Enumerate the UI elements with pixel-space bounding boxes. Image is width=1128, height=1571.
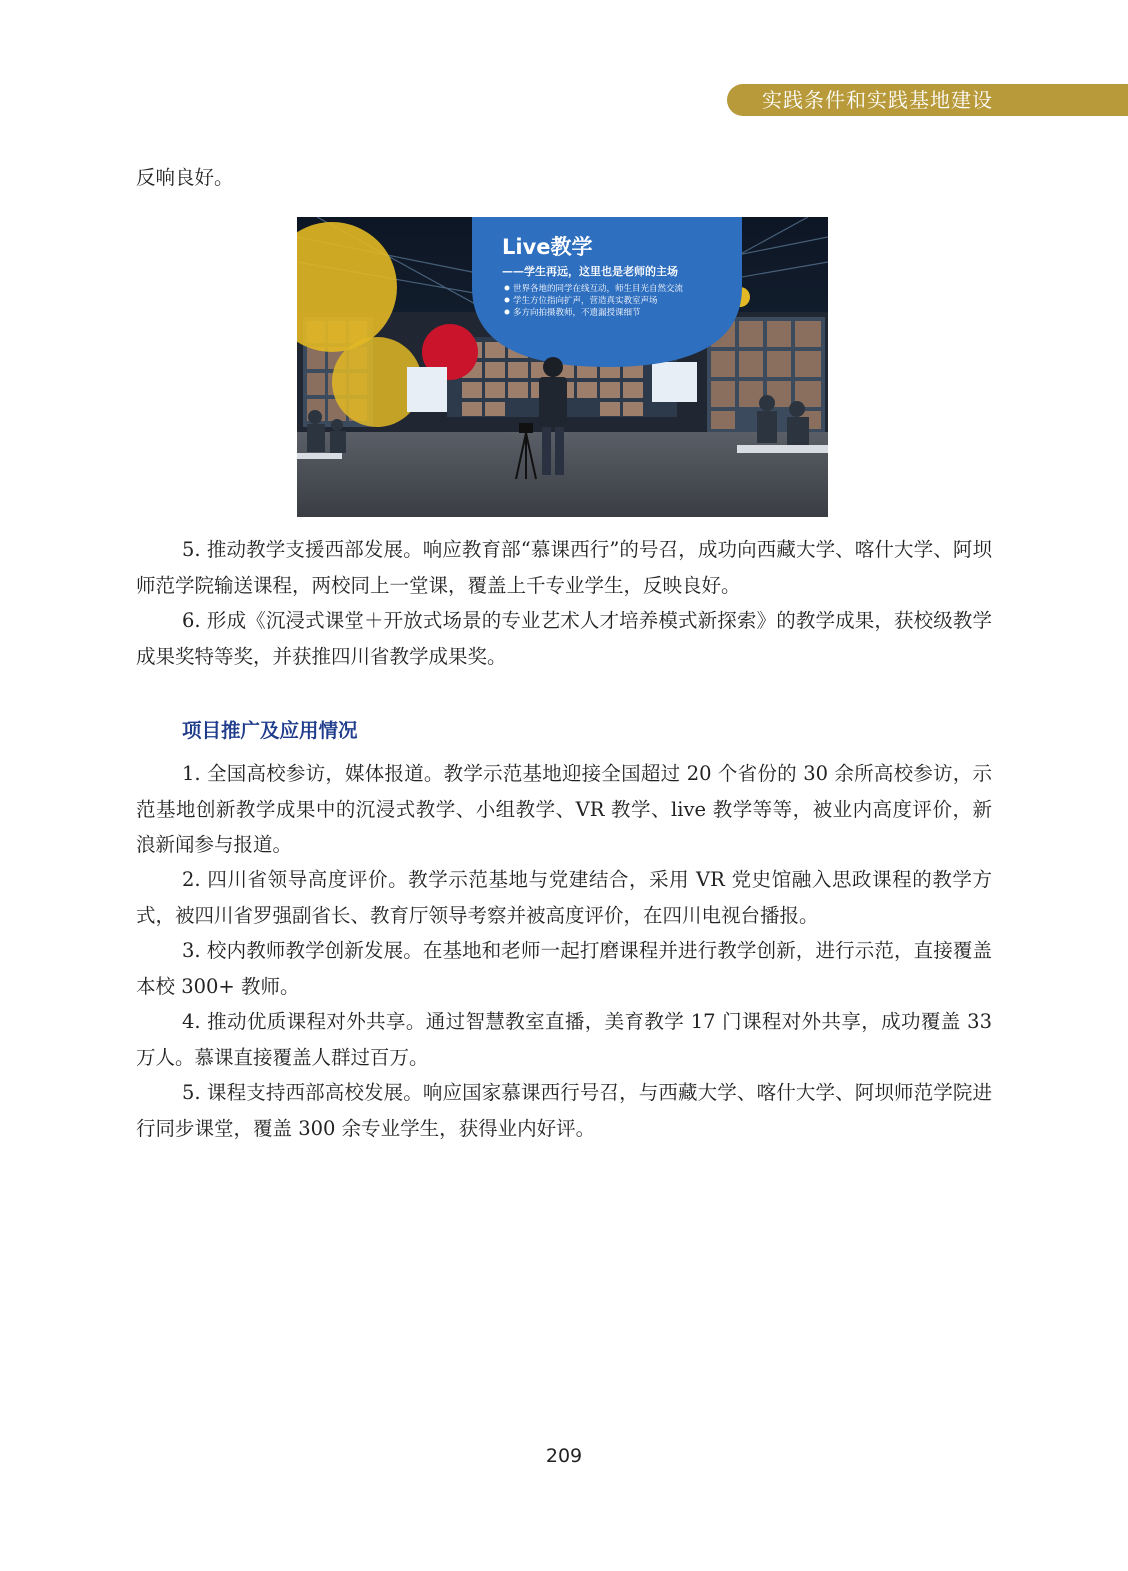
- photo-subtitle: ——学生再远，这里也是老师的主场: [502, 265, 678, 278]
- paragraph: 5. 推动教学支援西部发展。响应教育部“慕课西行”的号召，成功向西藏大学、喀什大学、阿坝师范学院输送课程，两校同上一堂课，覆盖上千专业学生，反映良好。: [136, 538, 992, 597]
- photo-bullet: 多方向拍摄教师，不遗漏授课细节: [513, 308, 641, 318]
- paragraph: 6. 形成《沉浸式课堂＋开放式场景的专业艺术人才培养模式新探索》的教学成果，获校级教学成果奖特等奖，并获推四川省教学成果奖。: [136, 609, 992, 668]
- section-title: 项目推广及应用情况: [182, 719, 358, 742]
- paragraph: 3. 校内教师教学创新发展。在基地和老师一起打磨课程并进行教学创新，进行示范，直接覆盖本校 300+ 教师。: [136, 939, 992, 998]
- page-number: 209: [545, 1445, 583, 1467]
- bullet-dot-icon: [505, 286, 510, 291]
- paragraph: 4. 推动优质课程对外共享。通过智慧教室直播，美育教学 17 门课程对外共享，成功覆盖 33 万人。慕课直接覆盖人群过百万。: [136, 1010, 992, 1069]
- intro-text: 反响良好。: [136, 166, 234, 189]
- bullet-dot-icon: [505, 310, 510, 315]
- photo-bullet: 世界各地的同学在线互动，师生目光自然交流: [513, 284, 684, 294]
- photo-title: Live教学: [502, 235, 593, 259]
- paragraph: 1. 全国高校参访，媒体报道。教学示范基地迎接全国超过 20 个省份的 30 余所高校参访，示范基地创新教学成果中的沉浸式教学、小组教学、VR 教学、live 教学等等，被业内高度评价，新浪新闻参与报道。: [136, 762, 992, 856]
- bullet-dot-icon: [505, 298, 510, 303]
- chapter-title: 实践条件和实践基地建设: [762, 88, 993, 112]
- paragraph: 5. 课程支持西部高校发展。响应国家慕课西行号召，与西藏大学、喀什大学、阿坝师范学院进行同步课堂，覆盖 300 余专业学生，获得业内好评。: [136, 1081, 992, 1140]
- photo-bullet: 学生方位指向扩声，营造真实教室声场: [513, 296, 658, 306]
- live-teaching-photo: [297, 217, 828, 517]
- paragraph: 2. 四川省领导高度评价。教学示范基地与党建结合，采用 VR 党史馆融入思政课程的教学方式，被四川省罗强副省长、教育厅领导考察并被高度评价，在四川电视台播报。: [136, 868, 992, 927]
